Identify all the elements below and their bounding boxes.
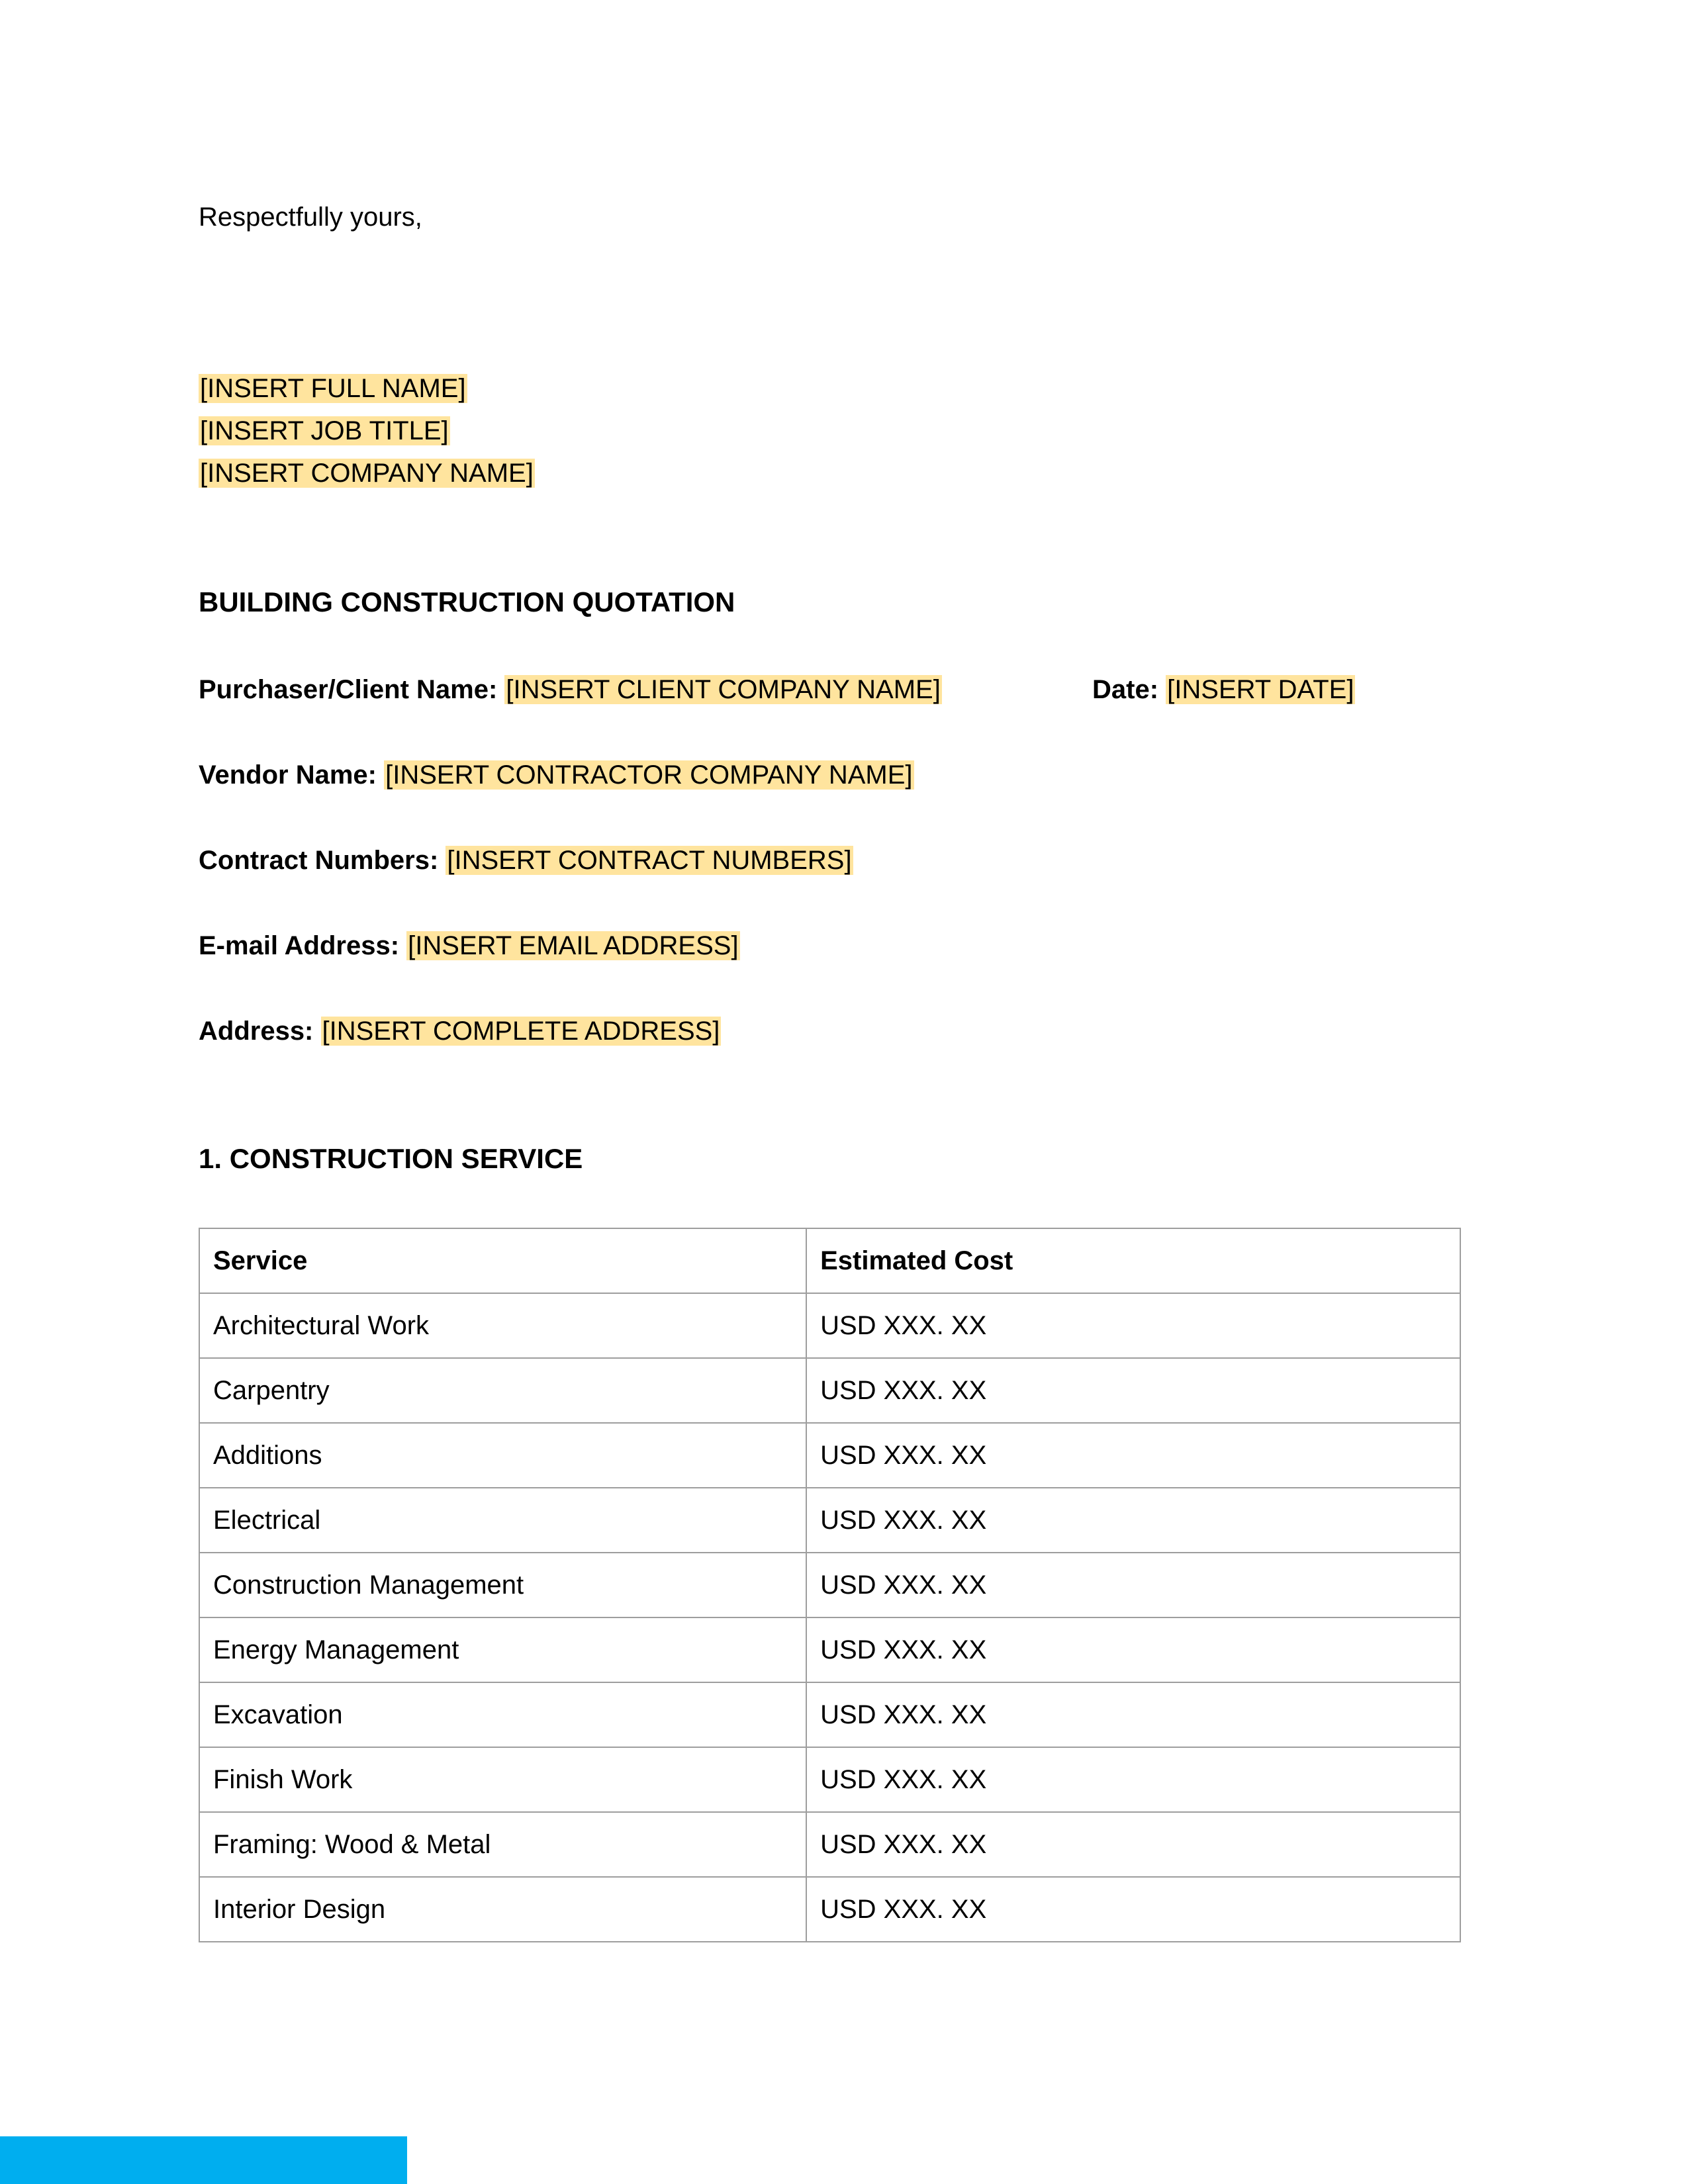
- quotation-title: BUILDING CONSTRUCTION QUOTATION: [199, 586, 735, 617]
- table-row: [199, 1812, 1460, 1877]
- address-value: [INSERT COMPLETE ADDRESS]: [322, 1017, 720, 1046]
- cost-cell: USD XXX. XX: [806, 1358, 1460, 1423]
- cost-cell: USD XXX. XX: [806, 1747, 1460, 1812]
- address-label: Address:: [199, 1017, 314, 1046]
- service-cell: Construction Management: [199, 1553, 806, 1617]
- service-cell: Framing: Wood & Metal: [199, 1812, 806, 1877]
- cost-cell: USD XXX. XX: [806, 1617, 1460, 1682]
- cost-cell: USD XXX. XX: [806, 1293, 1460, 1358]
- cost-cell: USD XXX. XX: [806, 1488, 1460, 1553]
- table-row: [199, 1682, 1460, 1747]
- service-cell: Excavation: [199, 1682, 806, 1747]
- cost-cell: USD XXX. XX: [806, 1812, 1460, 1877]
- cost-cell: USD XXX. XX: [806, 1553, 1460, 1617]
- service-cell: Additions: [199, 1423, 806, 1488]
- client-name-field: [199, 671, 942, 708]
- header-estimated-cost: Estimated Cost: [806, 1228, 1460, 1293]
- cost-cell: USD XXX. XX: [806, 1877, 1460, 1942]
- contract-numbers-value: [INSERT CONTRACT NUMBERS]: [447, 846, 852, 875]
- service-cell: Carpentry: [199, 1358, 806, 1423]
- section-title: 1. CONSTRUCTION SERVICE: [199, 1143, 583, 1174]
- vendor-name-label: Vendor Name:: [199, 760, 377, 790]
- signature-company-name: [INSERT COMPANY NAME]: [200, 459, 534, 488]
- table-row: [199, 1293, 1460, 1358]
- vendor-name-field: [199, 756, 914, 794]
- signature-full-name: [INSERT FULL NAME]: [200, 374, 466, 403]
- signature-block: [199, 367, 535, 494]
- table-row: [199, 1617, 1460, 1682]
- contract-numbers-label: Contract Numbers:: [199, 846, 439, 875]
- date-value: [INSERT DATE]: [1167, 675, 1354, 704]
- table-row: [199, 1747, 1460, 1812]
- date-label: Date:: [1092, 675, 1159, 704]
- service-cell: Electrical: [199, 1488, 806, 1553]
- client-name-label: Purchaser/Client Name:: [199, 675, 498, 704]
- service-cell: Energy Management: [199, 1617, 806, 1682]
- table-header-row: [199, 1228, 1460, 1293]
- address-field: [199, 1013, 721, 1050]
- table-row: [199, 1553, 1460, 1617]
- service-cell: Finish Work: [199, 1747, 806, 1812]
- date-field: [1092, 671, 1355, 708]
- cost-cell: USD XXX. XX: [806, 1682, 1460, 1747]
- services-table: [199, 1228, 1461, 1942]
- header-service: Service: [199, 1228, 806, 1293]
- closing-text: Respectfully yours,: [199, 203, 422, 232]
- email-field: [199, 927, 740, 964]
- signature-job-title: [INSERT JOB TITLE]: [200, 416, 449, 445]
- table-row: [199, 1877, 1460, 1942]
- service-cell: Interior Design: [199, 1877, 806, 1942]
- table-row: [199, 1358, 1460, 1423]
- cost-cell: USD XXX. XX: [806, 1423, 1460, 1488]
- table-row: [199, 1423, 1460, 1488]
- table-row: [199, 1488, 1460, 1553]
- client-name-value: [INSERT CLIENT COMPANY NAME]: [506, 675, 941, 704]
- vendor-name-value: [INSERT CONTRACTOR COMPANY NAME]: [385, 760, 913, 790]
- footer-accent-bar: [0, 2136, 407, 2184]
- email-value: [INSERT EMAIL ADDRESS]: [408, 931, 739, 960]
- email-label: E-mail Address:: [199, 931, 400, 960]
- contract-numbers-field: [199, 842, 853, 879]
- service-cell: Architectural Work: [199, 1293, 806, 1358]
